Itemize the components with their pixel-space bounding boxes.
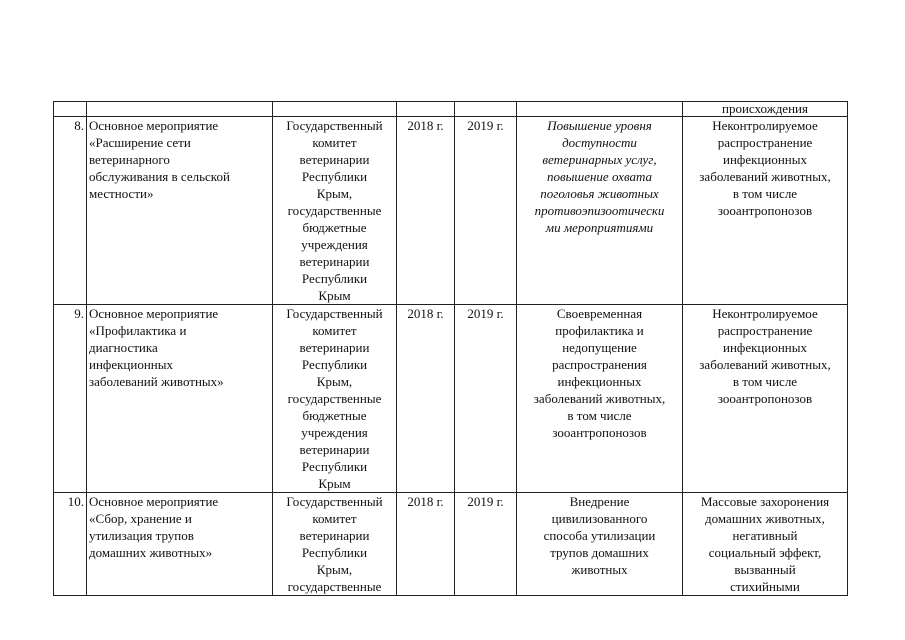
end-year: 2019 г. <box>467 306 504 321</box>
table-row <box>54 493 848 596</box>
executor-text: Государственный комитет ветеринарии Республики Крым, государственные <box>286 494 383 594</box>
measures-table <box>53 101 848 596</box>
row-number: 9. <box>74 306 84 321</box>
end-year-cell <box>455 493 517 596</box>
start-year: 2018 г. <box>407 494 444 509</box>
start-year: 2018 г. <box>407 118 444 133</box>
start-year-cell <box>397 305 455 493</box>
consequence-cell <box>683 102 848 117</box>
executor-cell <box>273 305 397 493</box>
result-cell <box>517 493 683 596</box>
num-cell <box>54 102 87 117</box>
end-year: 2019 г. <box>467 118 504 133</box>
result-cell <box>517 102 683 117</box>
start-year-cell <box>397 493 455 596</box>
end-year: 2019 г. <box>467 494 504 509</box>
name-cell <box>87 493 273 596</box>
executor-cell <box>273 117 397 305</box>
result-cell <box>517 117 683 305</box>
row-number: 8. <box>74 118 84 133</box>
measure-name: Основное мероприятие «Профилактика и диагностика инфекционных заболеваний животных» <box>89 306 224 389</box>
result-cell <box>517 305 683 493</box>
table-row <box>54 117 848 305</box>
measure-name: Основное мероприятие «Расширение сети ветеринарного обслуживания в сельской местности» <box>89 118 230 201</box>
executor-text: Государственный комитет ветеринарии Республики Крым, государственные бюджетные учреждения ветеринарии Республики Крым <box>286 306 383 491</box>
executor-cell <box>273 493 397 596</box>
executor-cell <box>273 102 397 117</box>
end-year-cell <box>455 305 517 493</box>
result-text: Внедрение цивилизованного способа утилизации трупов домашних животных <box>543 494 656 577</box>
end-year-cell <box>455 102 517 117</box>
num-cell <box>54 305 87 493</box>
executor-text: Государственный комитет ветеринарии Республики Крым, государственные бюджетные учреждения ветеринарии Республики Крым <box>286 118 383 303</box>
start-year: 2018 г. <box>407 306 444 321</box>
name-cell <box>87 102 273 117</box>
num-cell <box>54 117 87 305</box>
start-year-cell <box>397 102 455 117</box>
consequence-text: Неконтролируемое распространение инфекционных заболеваний животных, в том числе зооантропонозов <box>699 118 831 218</box>
row-number: 10. <box>67 494 84 509</box>
consequence-cell <box>683 117 848 305</box>
num-cell <box>54 493 87 596</box>
result-text: Своевременная профилактика и недопущение распространения инфекционных заболеваний животных, в том числе зооантропонозов <box>533 306 666 440</box>
consequence-cell <box>683 493 848 596</box>
measure-name: Основное мероприятие «Сбор, хранение и утилизация трупов домашних животных» <box>89 494 219 560</box>
consequence-cell <box>683 305 848 493</box>
table-row <box>54 305 848 493</box>
consequence-text: Неконтролируемое распространение инфекционных заболеваний животных, в том числе зооантропонозов <box>699 306 831 406</box>
name-cell <box>87 117 273 305</box>
table-row-continued <box>54 102 848 117</box>
start-year-cell <box>397 117 455 305</box>
consequence-text: происхождения <box>722 101 808 116</box>
name-cell <box>87 305 273 493</box>
consequence-text: Массовые захоронения домашних животных, негативный социальный эффект, вызванный стихийными <box>700 494 830 594</box>
end-year-cell <box>455 117 517 305</box>
result-text: Повышение уровня доступности ветеринарных услуг, повышение охвата поголовья животных противоэпизоотически ми мероприятиями <box>534 118 665 235</box>
